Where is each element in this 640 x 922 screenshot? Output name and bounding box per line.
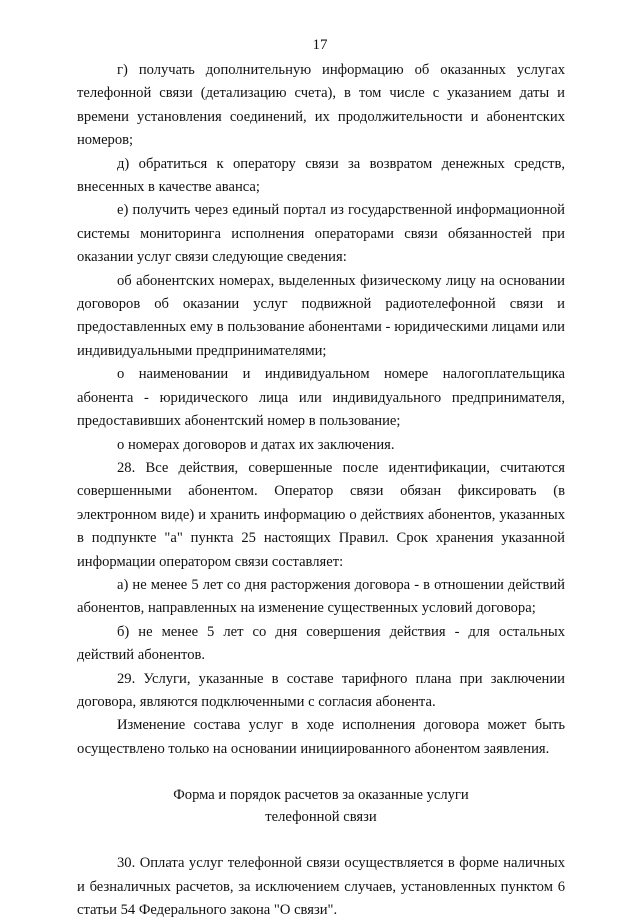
- page-number: 17: [312, 37, 328, 53]
- paragraph-29-change: Изменение состава услуг в ходе исполнения договора может быть осуществлено только на основании инициированного абонентом заявления.: [77, 717, 565, 757]
- paragraph-29: 29. Услуги, указанные в составе тарифного плана при заключении договора, являются подключенными с согласия абонента.: [77, 670, 565, 710]
- section-spacer: [77, 761, 565, 784]
- paragraph-28-a: а) не менее 5 лет со дня расторжения договора - в отношении действий абонентов, направленных на изменение существенных условий договора;: [77, 576, 565, 617]
- paragraph-g: г) получать дополнительную информацию об оказанных услугах телефонной связи (детализацию счета), в том числе с указанием даты и времени установления соединений, их продолжительности и абонентских номеров;: [77, 62, 565, 149]
- section-heading-line-2: телефонной связи: [265, 809, 377, 826]
- paragraph-taxpayer-number: о наименовании и индивидуальном номере налогоплательщика абонента - юридического лица или индивидуального предпринимателя, предоставивших абонентский номер в пользование;: [77, 366, 565, 430]
- paragraph-28-b: б) не менее 5 лет со дня совершения действия - для остальных действий абонентов.: [77, 623, 565, 664]
- paragraph-d: д) обратиться к оператору связи за возвратом денежных средств, внесенных в качестве аванса;: [77, 155, 565, 196]
- paragraph-28: 28. Все действия, совершенные после идентификации, считаются совершенными абонентом. Оператор связи обязан фиксировать (в электронном виде) и хранить информацию о действиях абонентов, указанных в подпункте "а" пункта 25 настоящих Правил. Срок хранения указанной информации оператором связи составляет:: [77, 459, 565, 570]
- section-heading-line-1: Форма и порядок расчетов за оказанные услуги: [173, 787, 469, 804]
- paragraph-e: е) получить через единый портал из государственной информационной системы мониторинга исполнения операторами связи обязанностей при оказании услуг связи следующие сведения:: [77, 202, 565, 266]
- paragraph-subscriber-numbers: об абонентских номерах, выделенных физическому лицу на основании договоров об оказании услуг подвижной радиотелефонной связи и предоставленных ему в пользование абонентами - юридическими лицами или индивидуальными предпринимателями;: [77, 272, 565, 359]
- paragraph-30: 30. Оплата услуг телефонной связи осуществляется в форме наличных и безналичных расчетов, за исключением случаев, установленных пунктом 6 статьи 54 Федерального закона "О связи".: [77, 855, 565, 918]
- document-body: [77, 59, 565, 922]
- paragraph-contract-numbers: о номерах договоров и датах их заключения.: [117, 436, 395, 453]
- section-spacer: [77, 828, 565, 852]
